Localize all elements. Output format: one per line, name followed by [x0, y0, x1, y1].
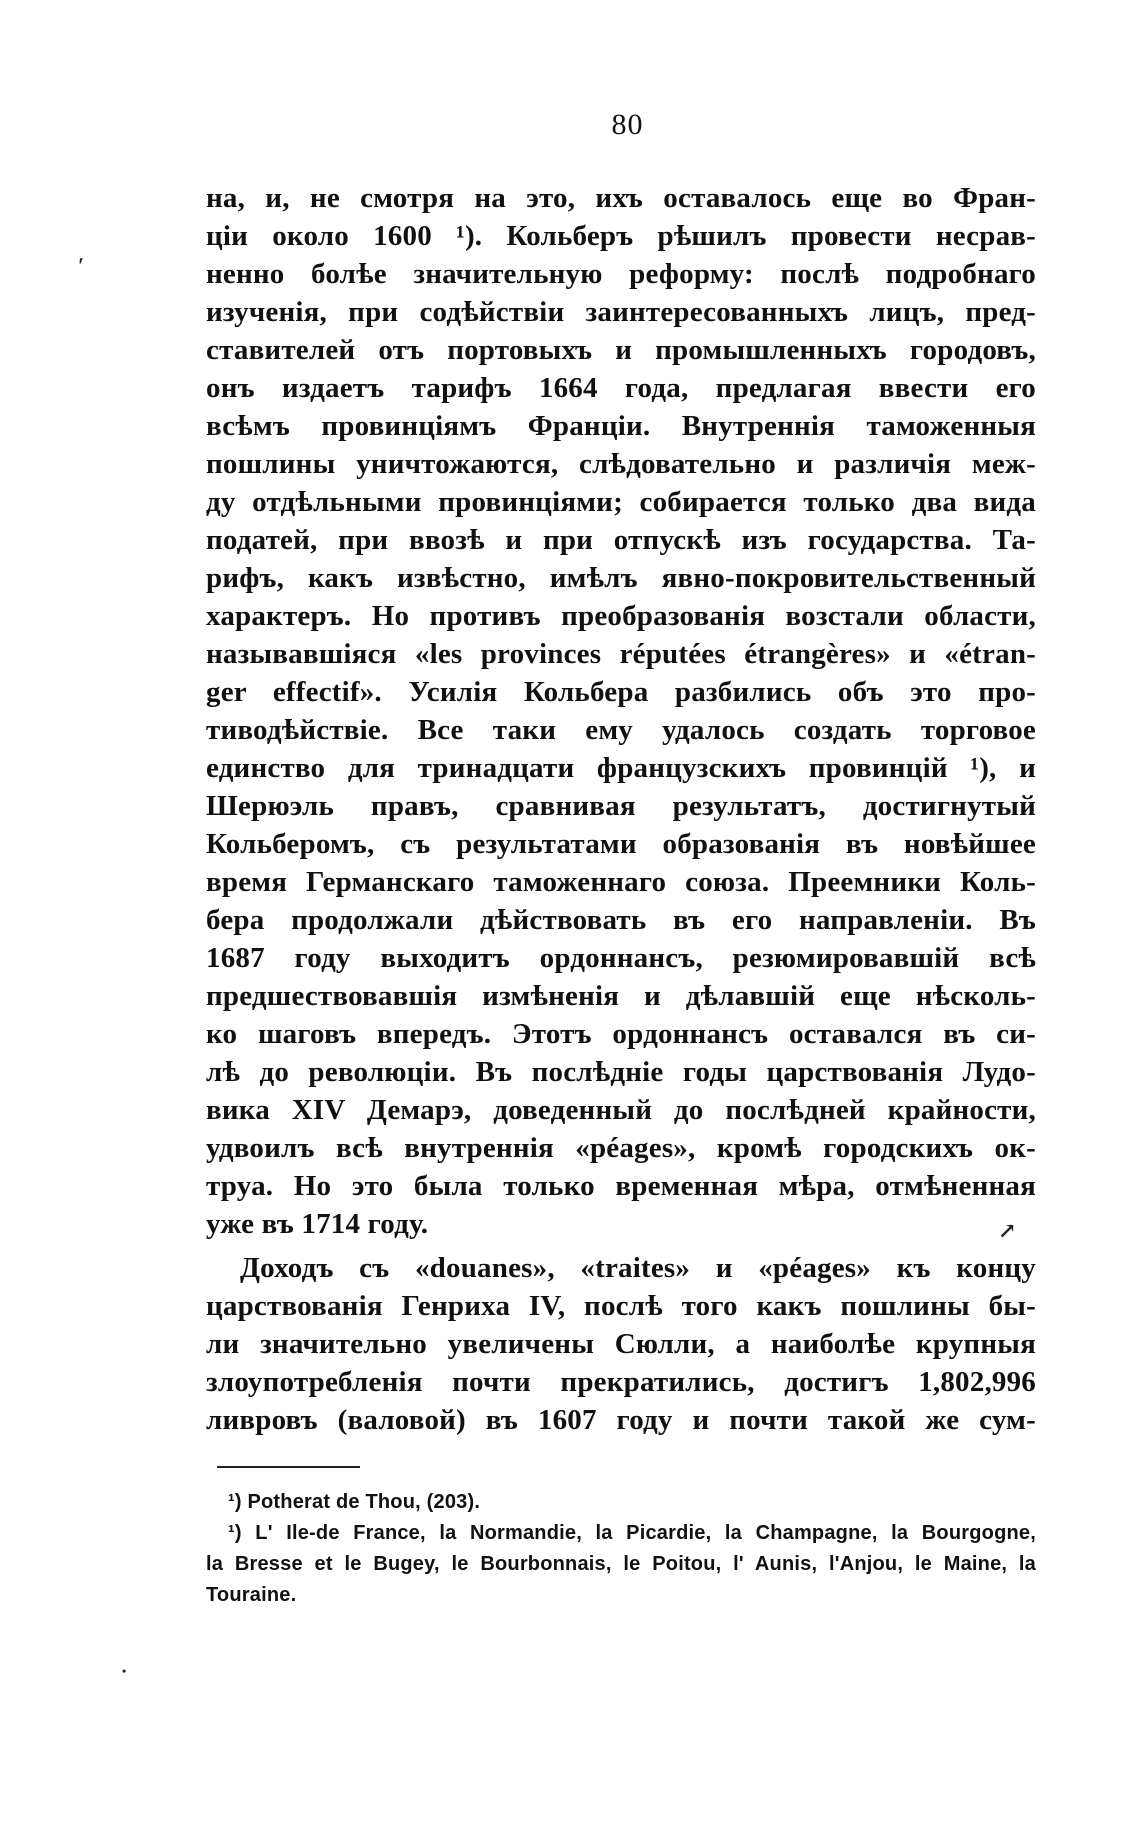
text-line: на, и, не смотря на это, ихъ оставалось еще во Фран- [206, 182, 1036, 214]
text-line: предшествовавшія измѣненія и дѣлавшій еще нѣсколь- [206, 980, 1036, 1012]
footnotes [206, 1487, 1036, 1611]
text-line: изученія, при содѣйствіи заинтересованныхъ лицъ, пред- [206, 296, 1036, 328]
text-line: Кольберомъ, съ результатами образованія въ новѣйшее [206, 828, 1036, 860]
text-line: труа. Но это была только временная мѣра, отмѣненная [206, 1170, 1036, 1202]
footnote: la Bresse et le Bugey, le Bourbonnais, le Poitou, l' Aunis, l'Anjou, le Maine, la [206, 1553, 1036, 1575]
text-line: время Германскаго таможеннаго союза. Преемники Коль- [206, 866, 1036, 898]
text-line: царствованія Генриха IV, послѣ того какъ пошлины бы- [206, 1290, 1036, 1322]
text-line: податей, при ввозѣ и при отпускѣ изъ государства. Та- [206, 524, 1036, 556]
footnote-divider [217, 1466, 360, 1468]
text-line: характеръ. Но противъ преобразованія возстали области, [206, 600, 1036, 632]
text-line: ненно болѣе значительную реформу: послѣ подробнаго [206, 258, 1036, 290]
text-line: 1687 году выходитъ ордоннансъ, резюмировавшій всѣ [206, 942, 1036, 974]
text-line: ливровъ (валовой) въ 1607 году и почти такой же сум- [206, 1404, 1036, 1436]
stray-mark: ↗ [998, 1218, 1017, 1243]
footnote: ¹) L' Ile-de France, la Normandie, la Picardie, la Champagne, la Bourgogne, [228, 1522, 1036, 1544]
main-text [206, 179, 1036, 1439]
text-line: называвшіяся «les provinces réputées étrangères» и «étran- [206, 638, 1036, 670]
text-line: удвоилъ всѣ внутреннія «péages», кромѣ городскихъ ок- [206, 1132, 1036, 1164]
footnote: Touraine. [206, 1584, 297, 1606]
text-line: ціи около 1600 ¹). Кольберъ рѣшилъ провести несрав- [206, 220, 1036, 252]
text-line: Шерюэль правъ, сравнивая результатъ, достигнутый [206, 790, 1036, 822]
footnote: ¹) Potherat de Thou, (203). [228, 1491, 481, 1513]
text-line: лѣ до революціи. Въ послѣдніе годы царствованія Лудо- [206, 1056, 1036, 1088]
text-line: бера продолжали дѣйствовать въ его направленіи. Въ [206, 904, 1036, 936]
text-line: всѣмъ провинціямъ Франціи. Внутреннія таможенныя [206, 410, 1036, 442]
text-line: вика XIV Демарэ, доведенный до послѣдней крайности, [206, 1094, 1036, 1126]
paragraph [206, 179, 1036, 1243]
page-number: 80 [611, 108, 644, 141]
text-line: единство для тринадцати французскихъ провинцій ¹), и [206, 752, 1036, 784]
text-line: пошлины уничтожаются, слѣдовательно и различія меж- [206, 448, 1036, 480]
text-line: ду отдѣльными провинціями; собирается только два вида [206, 486, 1036, 518]
text-line: тиводѣйствіе. Все таки ему удалось создать торговое [206, 714, 1036, 746]
text-line: ставителей отъ портовыхъ и промышленныхъ городовъ, [206, 334, 1036, 366]
paragraph [206, 1249, 1036, 1439]
text-line: уже въ 1714 году. [206, 1208, 429, 1240]
text-line: злоупотребленія почти прекратились, достигъ 1,802,996 [206, 1366, 1036, 1398]
text-line: ger effectif». Усилія Кольбера разбились объ это про- [206, 676, 1036, 708]
text-line: Доходъ съ «douanes», «traites» и «péages» къ концу [240, 1252, 1036, 1284]
text-line: рифъ, какъ извѣстно, имѣлъ явно-покровительственный [206, 562, 1036, 594]
stray-mark: ʹ [78, 253, 85, 278]
stray-mark: • [122, 1664, 127, 1678]
text-line: онъ издаетъ тарифъ 1664 года, предлагая ввести его [206, 372, 1036, 404]
text-line: ли значительно увеличены Сюлли, а наиболѣе крупныя [206, 1328, 1036, 1360]
text-line: ко шаговъ впередъ. Этотъ ордоннансъ оставался въ си- [206, 1018, 1036, 1050]
